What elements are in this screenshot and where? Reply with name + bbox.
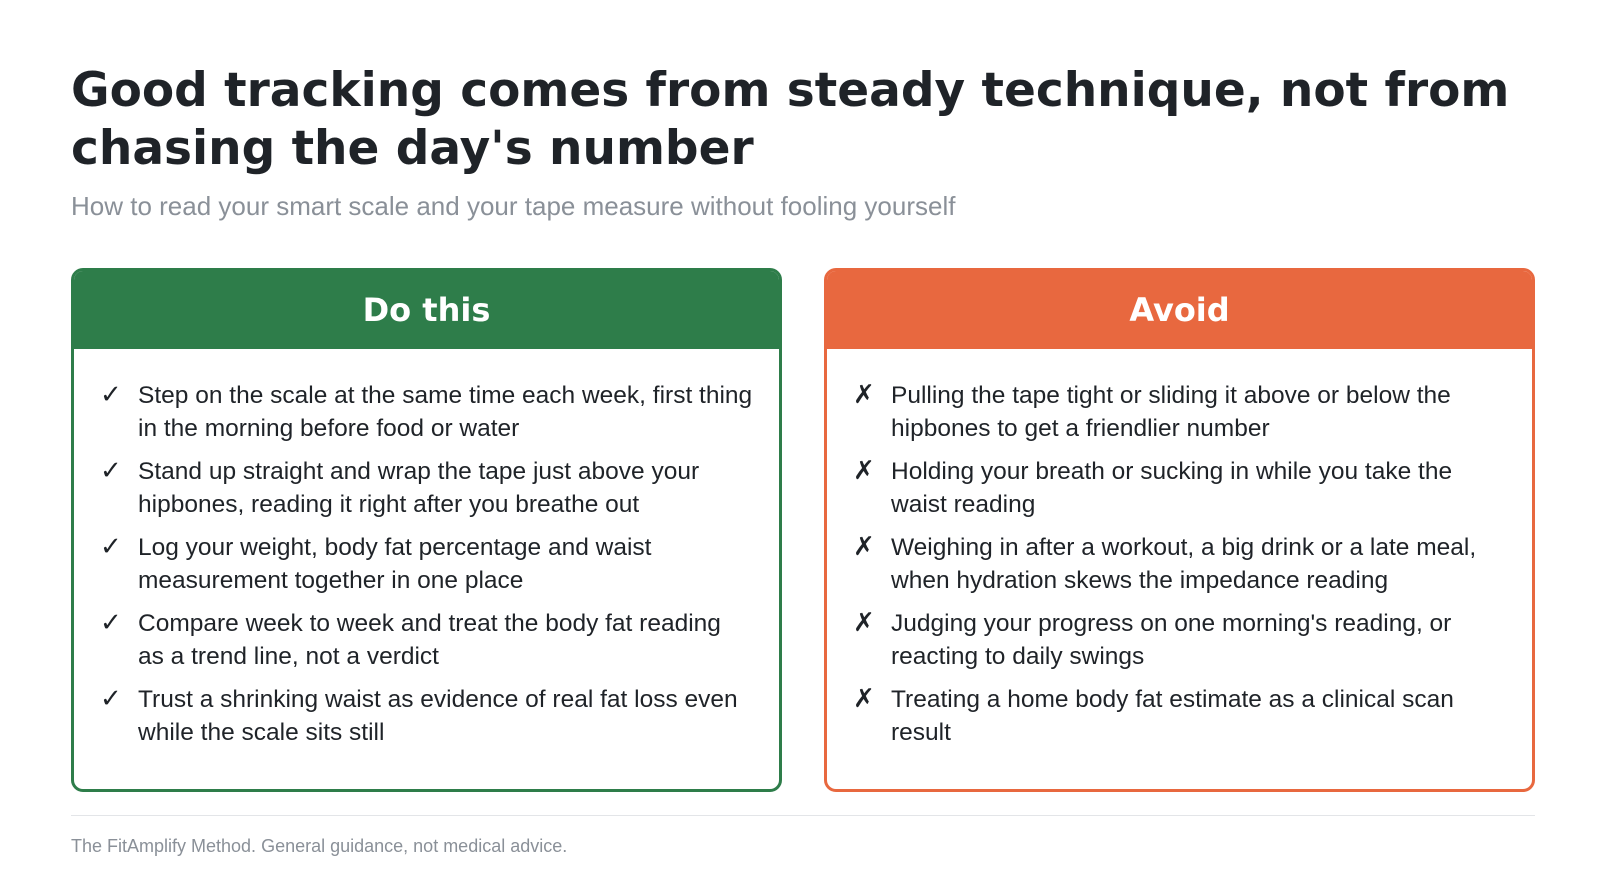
cross-icon: ✗ — [853, 456, 875, 486]
do-this-item-text: Trust a shrinking waist as evidence of real fat loss even while the scale sits still — [138, 686, 738, 746]
avoid-heading: Avoid — [827, 271, 1532, 349]
avoid-item — [853, 379, 1506, 445]
do-this-item-text: Stand up straight and wrap the tape just above your hipbones, reading it right after you breathe out — [138, 458, 700, 518]
do-this-item-text: Compare week to week and treat the body fat reading as a trend line, not a verdict — [138, 610, 721, 670]
do-this-item — [100, 683, 753, 749]
do-this-heading: Do this — [74, 271, 779, 349]
do-this-list — [74, 349, 779, 749]
avoid-item-text: Pulling the tape tight or sliding it above or below the hipbones to get a friendlier number — [891, 382, 1451, 442]
do-this-item — [100, 607, 753, 673]
page-title: Good tracking comes from steady technique, not from chasing the day's number — [71, 63, 1510, 176]
page-subtitle: How to read your smart scale and your tape measure without fooling yourself — [71, 191, 956, 221]
do-this-item — [100, 379, 753, 445]
do-this-item — [100, 531, 753, 597]
do-this-panel — [71, 268, 782, 792]
cross-icon: ✗ — [853, 608, 875, 638]
do-this-item — [100, 455, 753, 521]
avoid-item-text: Judging your progress on one morning's reading, or reacting to daily swings — [891, 610, 1452, 670]
cross-icon: ✗ — [853, 380, 875, 410]
avoid-panel — [824, 268, 1535, 792]
footer-divider — [71, 815, 1535, 816]
avoid-item — [853, 607, 1506, 673]
slide — [71, 62, 1535, 746]
avoid-item — [853, 683, 1506, 749]
cross-icon: ✗ — [853, 532, 875, 562]
comparison-panels — [71, 268, 1535, 792]
avoid-list — [827, 349, 1532, 749]
checkmark-icon: ✓ — [100, 684, 122, 714]
avoid-item — [853, 531, 1506, 597]
do-this-item-text: Step on the scale at the same time each week, first thing in the morning before food or water — [138, 382, 753, 442]
cross-icon: ✗ — [853, 684, 875, 714]
avoid-item-text: Holding your breath or sucking in while you take the waist reading — [891, 458, 1453, 518]
avoid-item — [853, 455, 1506, 521]
checkmark-icon: ✓ — [100, 380, 122, 410]
do-this-item-text: Log your weight, body fat percentage and waist measurement together in one place — [138, 534, 652, 594]
checkmark-icon: ✓ — [100, 456, 122, 486]
checkmark-icon: ✓ — [100, 608, 122, 638]
avoid-item-text: Weighing in after a workout, a big drink or a late meal, when hydration skews the impedance reading — [891, 534, 1477, 594]
checkmark-icon: ✓ — [100, 532, 122, 562]
footer-note: The FitAmplify Method. General guidance, not medical advice. — [71, 836, 568, 856]
avoid-item-text: Treating a home body fat estimate as a clinical scan result — [891, 686, 1454, 746]
